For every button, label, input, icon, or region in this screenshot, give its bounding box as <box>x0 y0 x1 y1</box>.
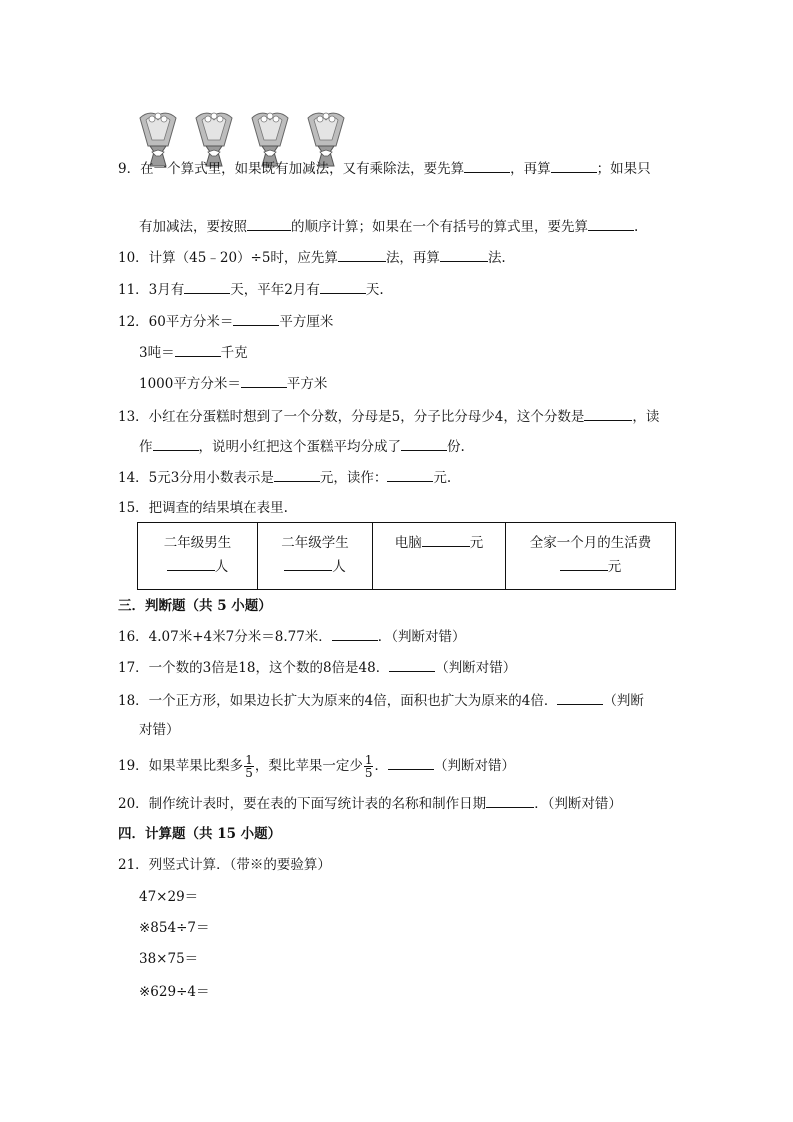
answer-blank[interactable] <box>464 158 510 173</box>
question-19: 19．如果苹果比梨多 $\frac{1}{5}$ ，梨比苹果一定少 $\frac{1}{5}$ ． （判断对错） <box>118 753 515 780</box>
question-9: 9．在一个算式里，如果既有加减法，又有乘除法，要先算 ，再算 ；如果只 <box>118 158 651 179</box>
answer-blank[interactable] <box>422 532 470 547</box>
calc-item: ※629÷4＝ <box>139 984 210 1000</box>
calc-item: ※854÷7＝ <box>139 920 210 936</box>
answer-blank[interactable] <box>486 793 534 808</box>
question-10: 10．计算（45﹣20）÷5时，应先算 法，再算 法. <box>118 247 506 268</box>
question-15: 15．把调查的结果填在表里. <box>118 500 288 516</box>
answer-blank[interactable] <box>551 158 597 173</box>
question-18: 18．一个正方形，如果边长扩大为原来的4倍，面积也扩大为原来的4倍． （判断 <box>118 690 644 711</box>
calc-item: 38×75＝ <box>139 951 199 967</box>
answer-blank[interactable] <box>274 467 320 482</box>
answer-blank[interactable] <box>389 657 435 672</box>
answer-blank[interactable] <box>584 406 632 421</box>
cell-computer: 电脑 元 <box>373 523 506 590</box>
answer-blank[interactable] <box>401 436 447 451</box>
section-3-heading: 三．判断题（共 5 小题） <box>118 598 272 614</box>
question-12-c: 1000平方分米＝ 平方米 <box>139 373 327 394</box>
answer-blank[interactable] <box>284 556 332 571</box>
answer-blank[interactable] <box>440 247 488 262</box>
answer-blank[interactable] <box>560 556 608 571</box>
cell-living-cost: 全家一个月的生活费 元 <box>506 523 676 590</box>
answer-blank[interactable] <box>175 342 221 357</box>
answer-blank[interactable] <box>247 216 291 231</box>
question-18-cont: 对错） <box>139 722 180 738</box>
fraction-one-fifth: $\frac{1}{5}$ <box>364 753 373 780</box>
question-12-b: 3吨＝ 千克 <box>139 342 248 363</box>
answer-blank[interactable] <box>241 373 287 388</box>
cell-students: 二年级学生 人 <box>258 523 373 590</box>
answer-blank[interactable] <box>557 690 603 705</box>
calc-item: 47×29＝ <box>139 889 199 905</box>
survey-table <box>137 522 676 590</box>
answer-blank[interactable] <box>184 279 230 294</box>
answer-blank[interactable] <box>588 216 634 231</box>
fraction-one-fifth: $\frac{1}{5}$ <box>245 753 253 780</box>
answer-blank[interactable] <box>320 279 366 294</box>
question-17: 17．一个数的3倍是18，这个数的8倍是48． （判断对错） <box>118 657 516 678</box>
question-14: 14．5元3分用小数表示是 元，读作： 元. <box>118 467 451 488</box>
answer-blank[interactable] <box>233 311 279 326</box>
section-4-heading: 四．计算题（共 15 小题） <box>118 826 282 842</box>
answer-blank[interactable] <box>167 556 215 571</box>
answer-blank[interactable] <box>388 755 434 770</box>
answer-blank[interactable] <box>153 436 199 451</box>
question-11: 11．3月有 天，平年2月有 天. <box>118 279 384 300</box>
question-16: 16．4.07米+4米7分米＝8.77米． ．（判断对错） <box>118 626 466 647</box>
question-12: 12．60平方分米＝ 平方厘米 <box>118 311 333 332</box>
answer-blank[interactable] <box>338 247 386 262</box>
question-21: 21．列竖式计算．（带※的要验算） <box>118 857 331 873</box>
answer-blank[interactable] <box>387 467 433 482</box>
question-9-cont: 有加减法，要按照 的顺序计算；如果在一个有括号的算式里，要先算 . <box>139 216 638 237</box>
question-13: 13．小红在分蛋糕时想到了一个分数，分母是5，分子比分母少4，这个分数是 ，读 <box>118 406 659 427</box>
question-20: 20．制作统计表时，要在表的下面写统计表的名称和制作日期 ．（判断对错） <box>118 793 622 814</box>
question-13-cont: 作 ，说明小红把这个蛋糕平均分成了 份. <box>139 436 465 457</box>
cell-boys: 二年级男生 人 <box>138 523 258 590</box>
answer-blank[interactable] <box>332 626 378 641</box>
